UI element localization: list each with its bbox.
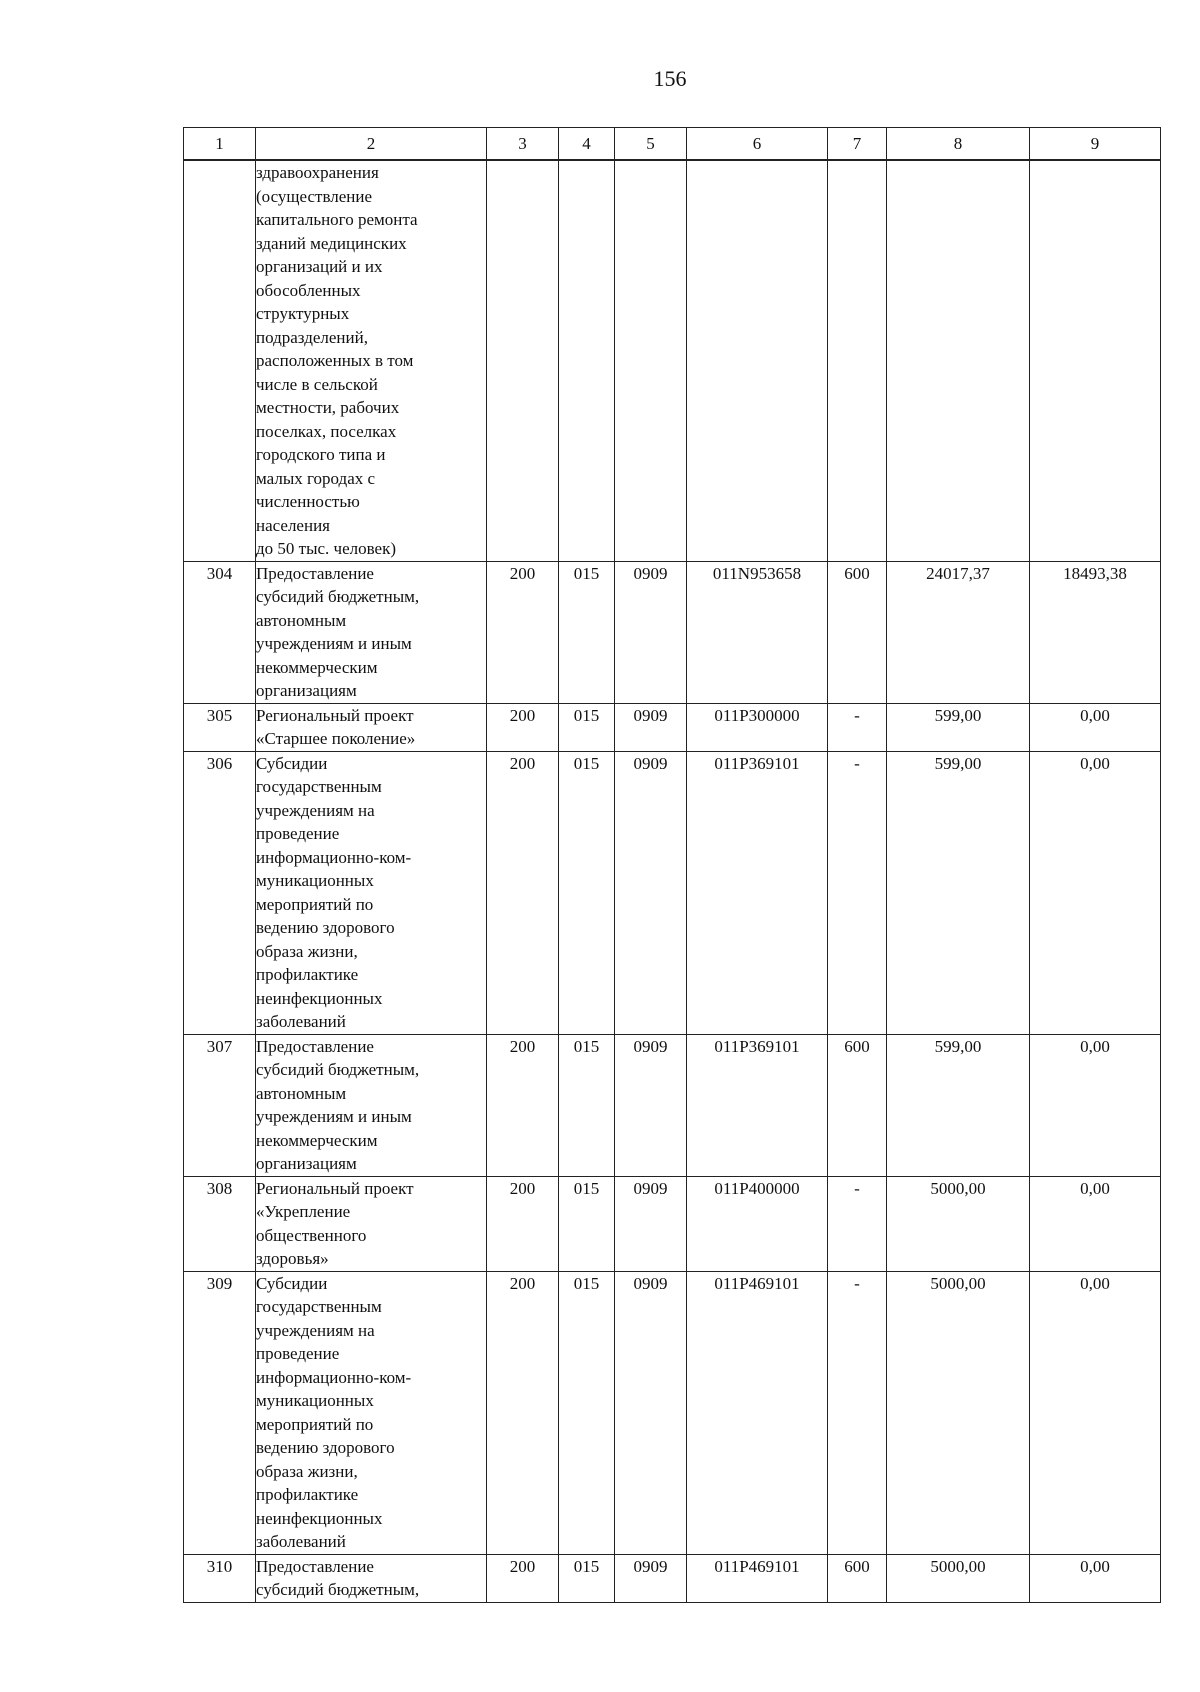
item-name-line: профилактике	[256, 965, 359, 984]
item-name-line: заболеваний	[256, 1532, 346, 1551]
cell-col7: 600	[828, 1554, 887, 1602]
item-name-line: проведение	[256, 1344, 340, 1363]
item-name-line: организациям	[256, 1154, 357, 1173]
page-number: 156	[653, 66, 687, 91]
item-name-line: общественного	[256, 1225, 367, 1245]
item-name	[256, 1271, 487, 1554]
cell-col4: 015	[559, 1554, 615, 1602]
item-name-line: Предоставление	[256, 1556, 374, 1576]
item-name-line: субсидий бюджетным,	[256, 1580, 420, 1599]
cell-col6: 011P369101	[687, 751, 828, 1034]
cell-col7: -	[828, 1176, 887, 1271]
row-number: 305	[184, 703, 256, 751]
item-name-line: мероприятий по	[256, 1414, 374, 1434]
item-name-line: «Старшее поколение»	[256, 729, 416, 748]
cell-col4: 015	[559, 1034, 615, 1176]
cell-col3: 200	[487, 1176, 559, 1271]
cell-col5: 0909	[615, 1176, 687, 1271]
cell-col6: 011P369101	[687, 1034, 828, 1176]
item-name-line: зданий медицинских	[256, 233, 407, 253]
item-name-line: числе в сельской	[256, 374, 378, 394]
cell-col7	[828, 160, 887, 561]
item-name-line: поселках, поселках	[256, 421, 397, 441]
cell-col9: 0,00	[1030, 1034, 1161, 1176]
item-name-line: заболеваний	[256, 1012, 346, 1031]
item-name-line: Предоставление	[256, 563, 374, 583]
cell-col9: 0,00	[1030, 1176, 1161, 1271]
item-name-line: образа жизни,	[256, 1461, 358, 1481]
cell-col8: 5000,00	[887, 1554, 1030, 1602]
item-name-line: образа жизни,	[256, 941, 358, 961]
cell-col4	[559, 160, 615, 561]
item-name-line: мероприятий по	[256, 894, 374, 914]
cell-col9: 0,00	[1030, 703, 1161, 751]
item-name-line: субсидий бюджетным,	[256, 1060, 420, 1079]
item-name-line: малых городах с	[256, 468, 376, 488]
cell-col5: 0909	[615, 1554, 687, 1602]
cell-col4: 015	[559, 751, 615, 1034]
cell-col8: 599,00	[887, 1034, 1030, 1176]
cell-col3: 200	[487, 751, 559, 1034]
cell-col3	[487, 160, 559, 561]
cell-col5: 0909	[615, 751, 687, 1034]
cell-col6	[687, 160, 828, 561]
cell-col8	[887, 160, 1030, 561]
item-name	[256, 1554, 487, 1602]
cell-col3: 200	[487, 1271, 559, 1554]
item-name-line: обособленных	[256, 280, 361, 300]
item-name-line: информационно-ком-	[256, 847, 412, 867]
cell-col9: 0,00	[1030, 1554, 1161, 1602]
item-name-line: учреждениям на	[256, 800, 375, 820]
cell-col6: 011P300000	[687, 703, 828, 751]
table-row	[184, 1271, 1161, 1554]
item-name-line: государственным	[256, 777, 382, 796]
item-name-line: муникационных	[256, 871, 374, 890]
cell-col9: 0,00	[1030, 1271, 1161, 1554]
item-name-line: учреждениям и иным	[256, 634, 412, 653]
item-name-line: «Укрепление	[256, 1202, 351, 1221]
table-row	[184, 1176, 1161, 1271]
table-row	[184, 751, 1161, 1034]
item-name-line: Региональный проект	[256, 1178, 414, 1198]
item-name-line: учреждениям и иным	[256, 1107, 412, 1126]
budget-table	[183, 127, 1161, 1603]
column-header: 6	[687, 128, 828, 161]
item-name-line: городского типа и	[256, 445, 386, 464]
cell-col5: 0909	[615, 1271, 687, 1554]
item-name-line: государственным	[256, 1297, 382, 1316]
cell-col7: 600	[828, 561, 887, 703]
item-name-line: ведению здорового	[256, 918, 395, 937]
cell-col7: -	[828, 1271, 887, 1554]
item-name-line: Субсидии	[256, 753, 328, 773]
cell-col5: 0909	[615, 703, 687, 751]
row-number: 309	[184, 1271, 256, 1554]
table-row	[184, 160, 1161, 561]
cell-col6: 011P400000	[687, 1176, 828, 1271]
item-name-line: субсидий бюджетным,	[256, 587, 420, 606]
row-number: 307	[184, 1034, 256, 1176]
cell-col4: 015	[559, 561, 615, 703]
item-name-line: Предоставление	[256, 1036, 374, 1056]
item-name-line: местности, рабочих	[256, 398, 400, 417]
cell-col4: 015	[559, 1176, 615, 1271]
cell-col3: 200	[487, 1554, 559, 1602]
item-name-line: здоровья»	[256, 1249, 329, 1268]
item-name-line: организаций и их	[256, 257, 383, 276]
column-header: 8	[887, 128, 1030, 161]
cell-col4: 015	[559, 1271, 615, 1554]
cell-col3: 200	[487, 1034, 559, 1176]
column-header: 4	[559, 128, 615, 161]
item-name	[256, 561, 487, 703]
cell-col8: 5000,00	[887, 1176, 1030, 1271]
item-name-line: автономным	[256, 610, 347, 630]
header-row	[184, 128, 1161, 161]
cell-col9	[1030, 160, 1161, 561]
column-header: 3	[487, 128, 559, 161]
item-name-line: муникационных	[256, 1391, 374, 1410]
cell-col8: 5000,00	[887, 1271, 1030, 1554]
item-name-line: (осуществление	[256, 186, 373, 206]
item-name-line: профилактике	[256, 1485, 359, 1504]
item-name-line: структурных	[256, 304, 350, 323]
item-name-line: ведению здорового	[256, 1438, 395, 1457]
item-name-line: расположенных в том	[256, 351, 414, 370]
table-row	[184, 561, 1161, 703]
item-name-line: неинфекционных	[256, 988, 383, 1008]
item-name-line: капитального ремонта	[256, 210, 418, 229]
cell-col8: 599,00	[887, 751, 1030, 1034]
cell-col7: -	[828, 703, 887, 751]
row-number: 308	[184, 1176, 256, 1271]
cell-col9: 18493,38	[1030, 561, 1161, 703]
cell-col7: 600	[828, 1034, 887, 1176]
item-name-line: Субсидии	[256, 1273, 328, 1293]
item-name-line: численностью	[256, 492, 360, 511]
cell-col4: 015	[559, 703, 615, 751]
item-name-line: учреждениям на	[256, 1320, 375, 1340]
item-name-line: здравоохранения	[256, 163, 379, 182]
cell-col8: 599,00	[887, 703, 1030, 751]
item-name	[256, 1034, 487, 1176]
item-name-line: автономным	[256, 1083, 347, 1103]
cell-col6: 011N953658	[687, 561, 828, 703]
cell-col5	[615, 160, 687, 561]
item-name	[256, 1176, 487, 1271]
item-name	[256, 703, 487, 751]
table-row	[184, 1034, 1161, 1176]
cell-col9: 0,00	[1030, 751, 1161, 1034]
item-name-line: подразделений,	[256, 327, 368, 347]
cell-col5: 0909	[615, 561, 687, 703]
column-header: 5	[615, 128, 687, 161]
item-name-line: некоммерческим	[256, 657, 378, 677]
column-header: 9	[1030, 128, 1161, 161]
column-header: 1	[184, 128, 256, 161]
item-name-line: до 50 тыс. человек)	[256, 539, 397, 558]
item-name-line: населения	[256, 515, 330, 535]
cell-col3: 200	[487, 703, 559, 751]
cell-col6: 011P469101	[687, 1271, 828, 1554]
item-name-line: проведение	[256, 824, 340, 843]
row-number: 310	[184, 1554, 256, 1602]
table-row	[184, 703, 1161, 751]
cell-col3: 200	[487, 561, 559, 703]
cell-col7: -	[828, 751, 887, 1034]
cell-col6: 011P469101	[687, 1554, 828, 1602]
cell-col8: 24017,37	[887, 561, 1030, 703]
row-number	[184, 160, 256, 561]
table-row	[184, 1554, 1161, 1602]
item-name-line: некоммерческим	[256, 1130, 378, 1150]
item-name	[256, 160, 487, 561]
item-name-line: неинфекционных	[256, 1508, 383, 1528]
column-header: 7	[828, 128, 887, 161]
row-number: 304	[184, 561, 256, 703]
item-name-line: информационно-ком-	[256, 1367, 412, 1387]
item-name-line: организациям	[256, 681, 357, 700]
item-name-line: Региональный проект	[256, 705, 414, 725]
row-number: 306	[184, 751, 256, 1034]
column-header: 2	[256, 128, 487, 161]
item-name	[256, 751, 487, 1034]
cell-col5: 0909	[615, 1034, 687, 1176]
